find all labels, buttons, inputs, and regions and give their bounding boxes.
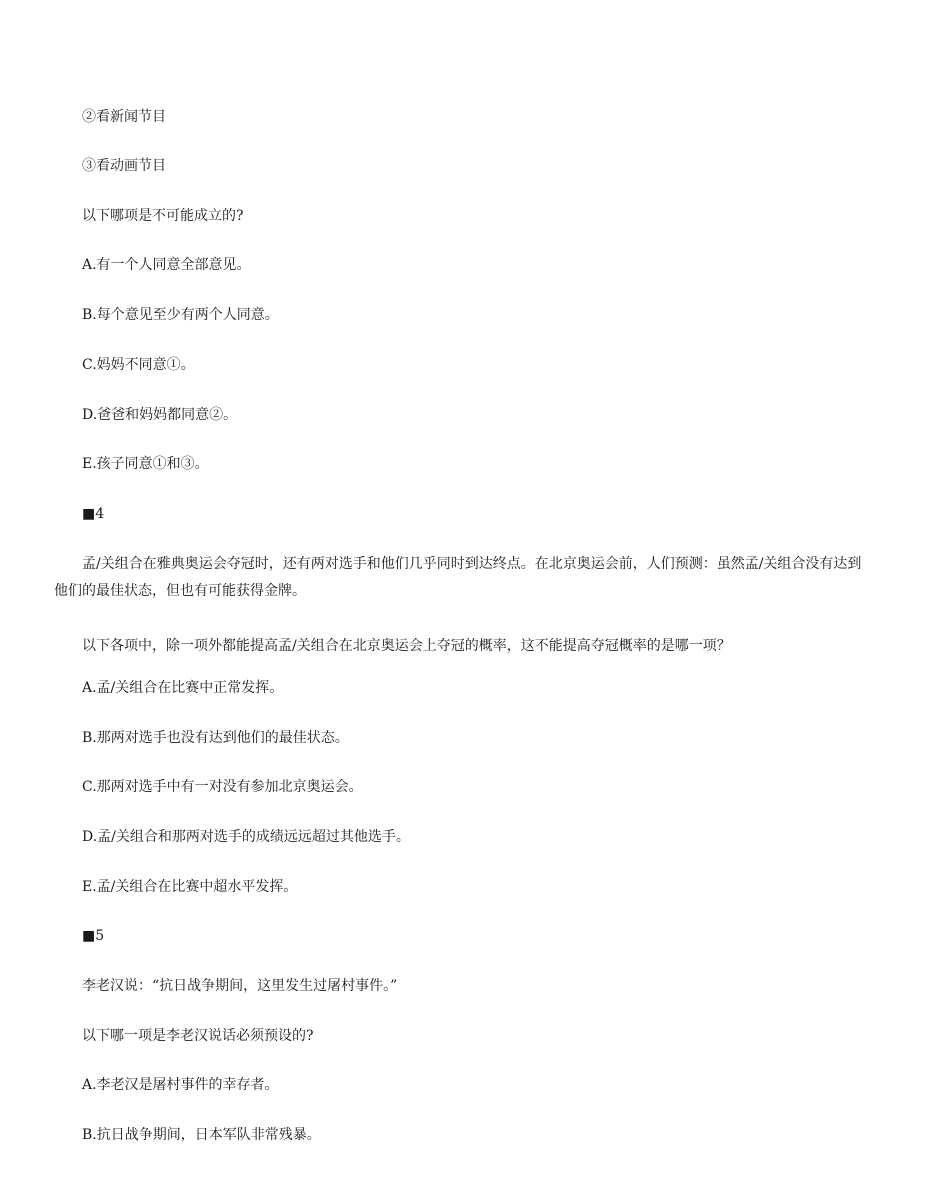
question-3-choice-b: B.每个意见至少有两个人同意。 <box>82 307 279 323</box>
question-4-prompt: 以下各项中，除一项外都能提高孟/关组合在北京奥运会上夺冠的概率，这不能提高夺冠概率的是哪一项？ <box>82 638 731 654</box>
paragraph-option-2: ②看新闻节目 <box>82 109 166 125</box>
question-4-choice-d: D.孟/关组合和那两对选手的成绩远远超过其他选手。 <box>82 829 410 845</box>
question-3-choice-e: E.孩子同意①和③。 <box>82 456 209 472</box>
question-5-prompt: 以下哪一项是李老汉说话必须预设的? <box>82 1028 314 1044</box>
question-3-choice-d: D.爸爸和妈妈都同意②。 <box>82 407 238 423</box>
question-5-choice-b: B.抗日战争期间，日本军队非常残暴。 <box>82 1127 321 1143</box>
question-4-choice-a: A.孟/关组合在比赛中正常发挥。 <box>82 680 284 696</box>
question-4-choice-e: E.孟/关组合在比赛中超水平发挥。 <box>82 879 298 895</box>
paragraph-option-3: ③看动画节目 <box>82 158 166 174</box>
question-4-choice-b: B.那两对选手也没有达到他们的最佳状态。 <box>82 730 349 746</box>
question-5-heading: ■5 <box>82 928 105 944</box>
question-4-heading: ■4 <box>82 506 105 522</box>
question-4-choice-c: C.那两对选手中有一对没有参加北京奥运会。 <box>82 779 363 795</box>
question-3-prompt: 以下哪项是不可能成立的? <box>82 208 244 224</box>
question-3-choice-c: C.妈妈不同意①。 <box>82 357 195 373</box>
question-3-choice-a: A.有一个人同意全部意见。 <box>82 257 251 273</box>
question-4-passage: 孟/关组合在雅典奥运会夺冠时，还有两对选手和他们几乎同时到达终点。在北京奥运会前，人们预测：虽然孟/关组合没有达到他们的最佳状态，但也有可能获得金牌。 <box>54 556 862 599</box>
question-5-choice-a: A.李老汉是屠村事件的幸存者。 <box>82 1077 279 1093</box>
question-5-passage: 李老汉说：“抗日战争期间，这里发生过屠村事件。” <box>82 978 398 994</box>
